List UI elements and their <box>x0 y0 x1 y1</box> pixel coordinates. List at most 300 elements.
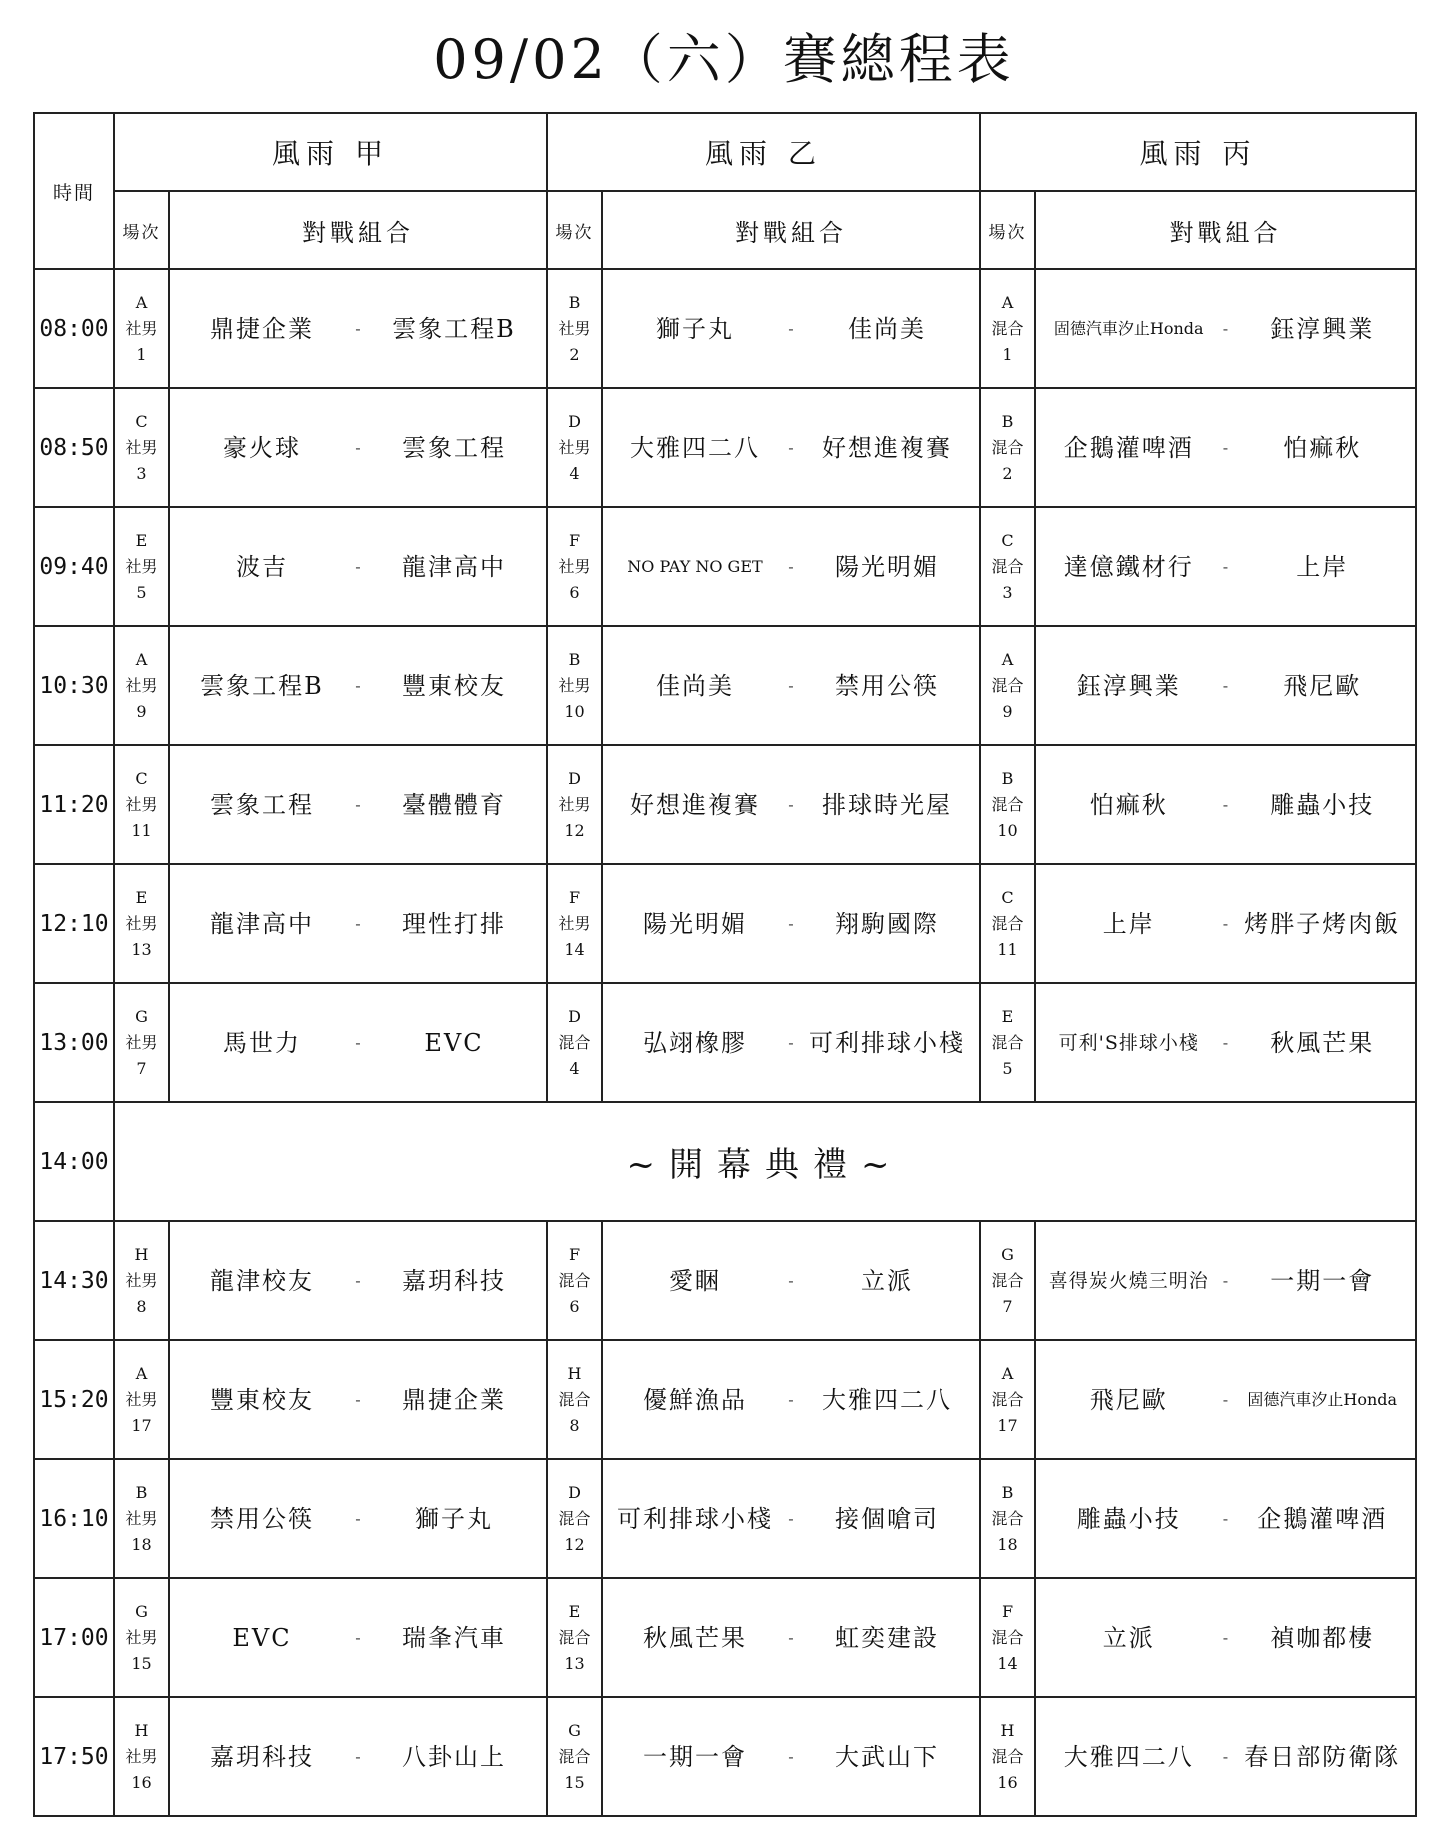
home-team: 鈺淳興業 <box>1076 671 1181 700</box>
schedule-row <box>34 983 1416 1102</box>
match-group: B <box>568 292 581 312</box>
matchup <box>603 627 979 744</box>
matchup-cell <box>169 507 547 626</box>
home-team: 龍津高中 <box>210 909 314 938</box>
matchup-cell <box>602 1578 980 1697</box>
away-team: 獅子丸 <box>415 1504 493 1533</box>
match-header: 場次 <box>980 191 1035 269</box>
away-team: 臺體體育 <box>402 790 506 819</box>
home-team: 飛尼歐 <box>1089 1385 1168 1414</box>
home-team: 優鮮漁品 <box>643 1385 747 1414</box>
versus-dash: - <box>355 1628 361 1647</box>
home-team: 雕蟲小技 <box>1076 1504 1181 1533</box>
match-group: F <box>568 1244 581 1264</box>
away-team: 企鵝灌啤酒 <box>1257 1504 1388 1533</box>
time-header: 時間 <box>34 113 114 269</box>
time-cell: 08:00 <box>34 269 114 388</box>
home-team: EVC <box>232 1623 292 1652</box>
match-id-cell <box>547 1221 602 1340</box>
match-id-cell <box>547 1578 602 1697</box>
match-group: E <box>568 1601 581 1621</box>
away-team: 好想進複賽 <box>822 433 952 462</box>
match-id-cell <box>980 269 1035 388</box>
matchup <box>1036 389 1415 506</box>
match-group: D <box>568 1482 581 1502</box>
versus-dash: - <box>788 1033 794 1052</box>
match-group: C <box>135 768 148 788</box>
away-team: 飛尼歐 <box>1283 671 1362 700</box>
home-team: 固德汽車汐止Honda <box>1053 318 1204 338</box>
matchup-cell <box>602 388 980 507</box>
away-team: 禎咖都棲 <box>1270 1623 1375 1652</box>
home-team: 大雅四二八 <box>1063 1742 1194 1771</box>
matchup-cell <box>602 983 980 1102</box>
match-group: H <box>567 1363 582 1383</box>
match-group: B <box>1001 768 1014 788</box>
home-team: 可利'S排球小棧 <box>1058 1031 1199 1054</box>
schedule-row <box>34 745 1416 864</box>
match-num: 4 <box>569 463 580 483</box>
match-num: 9 <box>136 701 147 721</box>
match-div: 混合 <box>558 1508 591 1528</box>
match-id-cell <box>547 864 602 983</box>
time-cell: 15:20 <box>34 1340 114 1459</box>
match-id-cell <box>547 269 602 388</box>
court-header-2: 風雨 乙 <box>547 113 980 191</box>
match-id-cell <box>114 269 169 388</box>
home-team: 愛睏 <box>669 1266 721 1295</box>
match-id-cell <box>980 864 1035 983</box>
schedule-row <box>34 1697 1416 1816</box>
home-team: 陽光明媚 <box>643 909 747 938</box>
away-team: 大武山下 <box>835 1742 939 1771</box>
time-cell: 11:20 <box>34 745 114 864</box>
matchup-cell <box>1035 1221 1416 1340</box>
away-team: 排球時光屋 <box>822 790 952 819</box>
matchup <box>170 1222 546 1339</box>
versus-dash: - <box>788 438 794 457</box>
versus-dash: - <box>788 795 794 814</box>
versus-dash: - <box>355 676 361 695</box>
versus-dash: - <box>788 557 794 576</box>
match-num: 11 <box>131 820 152 840</box>
matchup <box>603 270 979 387</box>
matchup <box>603 1698 979 1815</box>
schedule-row <box>34 269 1416 388</box>
match-group: E <box>1001 1006 1014 1026</box>
match-group: B <box>568 649 581 669</box>
versus-dash: - <box>1222 319 1229 338</box>
match-group: A <box>1001 292 1014 312</box>
match-div: 混合 <box>991 1032 1024 1052</box>
versus-dash: - <box>355 557 361 576</box>
versus-dash: - <box>355 319 361 338</box>
matchup-cell <box>1035 507 1416 626</box>
match-div: 社男 <box>125 318 158 338</box>
match-num: 14 <box>564 939 585 959</box>
match-num: 8 <box>569 1415 580 1435</box>
versus-dash: - <box>788 1390 794 1409</box>
versus-dash: - <box>788 676 794 695</box>
schedule-table <box>33 112 1417 1817</box>
matchup <box>1036 627 1415 744</box>
match-id-cell <box>980 1697 1035 1816</box>
time-cell: 14:00 <box>34 1102 114 1221</box>
matchup <box>170 1579 546 1696</box>
match-group: E <box>135 887 148 907</box>
versus-dash: - <box>1222 1628 1229 1647</box>
match-div: 混合 <box>558 1389 591 1409</box>
away-team: 禁用公筷 <box>835 671 939 700</box>
matchup <box>170 984 546 1101</box>
matchup <box>170 1460 546 1577</box>
home-team: 一期一會 <box>643 1742 747 1771</box>
home-team: 雲象工程B <box>200 671 324 700</box>
match-div: 社男 <box>125 1389 158 1409</box>
away-team: 一期一會 <box>1270 1266 1375 1295</box>
matchup-cell <box>602 269 980 388</box>
matchup <box>1036 270 1415 387</box>
matchup <box>603 1341 979 1458</box>
match-div: 混合 <box>991 1746 1024 1766</box>
match-id-cell <box>980 983 1035 1102</box>
matchup-cell <box>1035 983 1416 1102</box>
court-header-row <box>34 113 1416 191</box>
home-team: 大雅四二八 <box>630 433 760 462</box>
match-num: 11 <box>997 939 1018 959</box>
match-id-cell <box>114 1578 169 1697</box>
match-id-cell <box>547 1340 602 1459</box>
match-num: 14 <box>997 1653 1018 1673</box>
match-id-cell <box>114 864 169 983</box>
match-group: A <box>1001 649 1014 669</box>
home-team: 鼎捷企業 <box>210 314 314 343</box>
match-div: 社男 <box>558 437 591 457</box>
away-team: 雲象工程B <box>392 314 516 343</box>
match-div: 混合 <box>991 318 1024 338</box>
away-team: 翔駒國際 <box>835 909 939 938</box>
home-team: 上岸 <box>1102 909 1155 938</box>
matchup <box>170 389 546 506</box>
match-num: 15 <box>564 1772 585 1792</box>
schedule-row <box>34 507 1416 626</box>
match-div: 混合 <box>991 1270 1024 1290</box>
matchup <box>603 865 979 982</box>
matchup <box>1036 984 1415 1101</box>
match-group: F <box>1001 1601 1014 1621</box>
matchup-cell <box>1035 1459 1416 1578</box>
match-div: 社男 <box>125 1270 158 1290</box>
schedule-row <box>34 1578 1416 1697</box>
versus-dash: - <box>355 1509 361 1528</box>
away-team: 虹奕建設 <box>835 1623 939 1652</box>
matchup-cell <box>1035 626 1416 745</box>
matchup-cell <box>1035 864 1416 983</box>
away-team: 上岸 <box>1296 552 1349 581</box>
matchup <box>1036 508 1415 625</box>
matchup-cell <box>169 983 547 1102</box>
away-team: 理性打排 <box>402 909 506 938</box>
home-team: 喜得炭火燒三明治 <box>1048 1269 1209 1292</box>
match-group: B <box>1001 1482 1014 1502</box>
match-id-cell <box>114 1459 169 1578</box>
schedule-row <box>34 1102 1416 1221</box>
schedule-row <box>34 1459 1416 1578</box>
match-group: C <box>1001 887 1014 907</box>
match-id-cell <box>547 983 602 1102</box>
match-div: 社男 <box>558 556 591 576</box>
matchup <box>170 627 546 744</box>
time-cell: 09:40 <box>34 507 114 626</box>
matchup-cell <box>1035 745 1416 864</box>
away-team: 陽光明媚 <box>835 552 939 581</box>
match-div: 社男 <box>125 1627 158 1647</box>
home-team: 可利排球小棧 <box>617 1504 773 1533</box>
match-id-cell <box>114 1340 169 1459</box>
match-id-cell <box>980 1221 1035 1340</box>
versus-dash: - <box>788 1271 794 1290</box>
home-team: 好想進複賽 <box>630 790 760 819</box>
match-num: 18 <box>131 1534 152 1554</box>
home-team: 雲象工程 <box>210 790 314 819</box>
match-num: 7 <box>1002 1296 1013 1316</box>
away-team: 鼎捷企業 <box>402 1385 506 1414</box>
match-group: B <box>1001 411 1014 431</box>
home-team: 企鵝灌啤酒 <box>1063 433 1194 462</box>
match-num: 17 <box>997 1415 1018 1435</box>
match-group: G <box>568 1720 581 1740</box>
match-num: 16 <box>997 1772 1018 1792</box>
versus-dash: - <box>355 914 361 933</box>
match-num: 13 <box>131 939 152 959</box>
match-id-cell <box>114 388 169 507</box>
home-team: 豐東校友 <box>210 1385 314 1414</box>
match-div: 社男 <box>125 913 158 933</box>
matchup-cell <box>169 626 547 745</box>
time-cell: 17:50 <box>34 1697 114 1816</box>
match-div: 社男 <box>125 437 158 457</box>
time-cell: 13:00 <box>34 983 114 1102</box>
home-team: 波吉 <box>236 552 288 581</box>
matchup-cell <box>169 864 547 983</box>
matchup <box>1036 1341 1415 1458</box>
match-num: 7 <box>136 1058 147 1078</box>
away-team: 接個嗆司 <box>835 1504 939 1533</box>
match-div: 混合 <box>991 1508 1024 1528</box>
away-team: 龍津高中 <box>402 552 506 581</box>
match-div: 社男 <box>125 556 158 576</box>
match-div: 混合 <box>991 794 1024 814</box>
match-div: 混合 <box>991 913 1024 933</box>
matchup-cell <box>602 1340 980 1459</box>
match-div: 社男 <box>125 1508 158 1528</box>
home-team: 弘翊橡膠 <box>643 1028 747 1057</box>
versus-dash: - <box>788 319 794 338</box>
match-id-cell <box>114 626 169 745</box>
match-div: 社男 <box>125 675 158 695</box>
time-cell: 10:30 <box>34 626 114 745</box>
away-team: 豐東校友 <box>402 671 506 700</box>
match-id-cell <box>547 745 602 864</box>
time-cell: 08:50 <box>34 388 114 507</box>
match-div: 社男 <box>558 794 591 814</box>
match-div: 社男 <box>125 1032 158 1052</box>
match-group: C <box>1001 530 1014 550</box>
match-div: 混合 <box>991 1389 1024 1409</box>
column-header-row <box>34 191 1416 269</box>
versus-dash: - <box>1222 1509 1229 1528</box>
match-group: H <box>134 1244 149 1264</box>
match-group: H <box>1000 1720 1015 1740</box>
court-header-3: 風雨 丙 <box>980 113 1416 191</box>
match-id-cell <box>114 983 169 1102</box>
match-id-cell <box>980 626 1035 745</box>
match-id-cell <box>980 745 1035 864</box>
match-id-cell <box>980 388 1035 507</box>
matchup <box>603 1579 979 1696</box>
match-div: 社男 <box>558 913 591 933</box>
match-num: 3 <box>1002 582 1013 602</box>
match-num: 4 <box>569 1058 580 1078</box>
matchup <box>1036 1460 1415 1577</box>
time-cell: 12:10 <box>34 864 114 983</box>
match-group: C <box>135 411 148 431</box>
match-group: A <box>135 649 148 669</box>
match-num: 18 <box>997 1534 1018 1554</box>
versus-dash: - <box>355 795 361 814</box>
match-div: 社男 <box>125 794 158 814</box>
away-team: 立派 <box>861 1266 913 1295</box>
match-num: 2 <box>569 344 580 364</box>
matchup-cell <box>1035 269 1416 388</box>
matchup-cell <box>602 1459 980 1578</box>
matchup <box>170 270 546 387</box>
match-id-cell <box>547 507 602 626</box>
versus-dash: - <box>1222 1033 1229 1052</box>
match-num: 10 <box>564 701 585 721</box>
match-header: 場次 <box>547 191 602 269</box>
match-id-cell <box>114 1697 169 1816</box>
match-num: 12 <box>564 1534 585 1554</box>
away-team: 烤胖子烤肉飯 <box>1244 909 1401 938</box>
match-group: F <box>568 887 581 907</box>
match-group: F <box>568 530 581 550</box>
matchup <box>170 508 546 625</box>
versus-dash: - <box>1222 1747 1229 1766</box>
matchup-cell <box>602 864 980 983</box>
match-num: 1 <box>136 344 147 364</box>
away-team: EVC <box>424 1028 484 1057</box>
match-num: 5 <box>1002 1058 1013 1078</box>
match-num: 2 <box>1002 463 1013 483</box>
home-team: 佳尚美 <box>656 671 734 700</box>
home-team: 馬世力 <box>223 1028 301 1057</box>
match-id-cell <box>980 507 1035 626</box>
match-id-cell <box>547 1697 602 1816</box>
schedule-row <box>34 1221 1416 1340</box>
match-group: G <box>1001 1244 1014 1264</box>
match-group: D <box>568 411 581 431</box>
matchup-cell <box>169 388 547 507</box>
matchup <box>170 865 546 982</box>
versus-dash: - <box>1222 557 1229 576</box>
match-div: 社男 <box>558 318 591 338</box>
matchup <box>1036 1579 1415 1696</box>
match-id-cell <box>547 1459 602 1578</box>
match-id-cell <box>547 388 602 507</box>
combo-header: 對戰組合 <box>169 191 547 269</box>
away-team: 可利排球小棧 <box>809 1028 965 1057</box>
match-id-cell <box>980 1340 1035 1459</box>
match-div: 混合 <box>991 675 1024 695</box>
home-team: 龍津校友 <box>210 1266 314 1295</box>
match-group: A <box>135 1363 148 1383</box>
opening-ceremony: ~開幕典禮~ <box>114 1102 1416 1221</box>
match-header: 場次 <box>114 191 169 269</box>
home-team: 嘉玥科技 <box>210 1742 314 1771</box>
matchup <box>603 746 979 863</box>
matchup-cell <box>169 1340 547 1459</box>
match-num: 15 <box>131 1653 152 1673</box>
versus-dash: - <box>1222 438 1229 457</box>
match-id-cell <box>547 626 602 745</box>
versus-dash: - <box>788 914 794 933</box>
away-team: 春日部防衛隊 <box>1244 1742 1401 1771</box>
match-div: 混合 <box>991 437 1024 457</box>
match-div: 社男 <box>125 1746 158 1766</box>
match-num: 12 <box>564 820 585 840</box>
home-team: NO PAY NO GET <box>627 556 763 576</box>
match-num: 3 <box>136 463 147 483</box>
match-group: E <box>135 530 148 550</box>
match-group: B <box>135 1482 148 1502</box>
matchup-cell <box>602 1221 980 1340</box>
time-cell: 14:30 <box>34 1221 114 1340</box>
time-cell: 17:00 <box>34 1578 114 1697</box>
combo-header: 對戰組合 <box>1035 191 1416 269</box>
match-group: D <box>568 768 581 788</box>
matchup-cell <box>169 269 547 388</box>
versus-dash: - <box>1222 676 1229 695</box>
match-num: 13 <box>564 1653 585 1673</box>
match-group: D <box>568 1006 581 1026</box>
away-team: 大雅四二八 <box>822 1385 952 1414</box>
match-div: 混合 <box>558 1270 591 1290</box>
schedule-row <box>34 626 1416 745</box>
home-team: 禁用公筷 <box>210 1504 314 1533</box>
match-id-cell <box>114 1221 169 1340</box>
versus-dash: - <box>355 1390 361 1409</box>
away-team: 怕痲秋 <box>1283 433 1362 462</box>
matchup <box>1036 1698 1415 1815</box>
away-team: 固德汽車汐止Honda <box>1247 1389 1398 1409</box>
match-id-cell <box>980 1459 1035 1578</box>
matchup-cell <box>602 1697 980 1816</box>
matchup <box>170 1698 546 1815</box>
versus-dash: - <box>1222 1390 1229 1409</box>
matchup-cell <box>169 1221 547 1340</box>
matchup-cell <box>1035 1578 1416 1697</box>
match-num: 5 <box>136 582 147 602</box>
matchup-cell <box>1035 1697 1416 1816</box>
away-team: 瑞夆汽車 <box>402 1623 506 1652</box>
matchup-cell <box>1035 1340 1416 1459</box>
away-team: 秋風芒果 <box>1270 1028 1375 1057</box>
versus-dash: - <box>355 1747 361 1766</box>
match-num: 6 <box>569 582 580 602</box>
matchup-cell <box>169 1459 547 1578</box>
matchup-cell <box>169 1578 547 1697</box>
